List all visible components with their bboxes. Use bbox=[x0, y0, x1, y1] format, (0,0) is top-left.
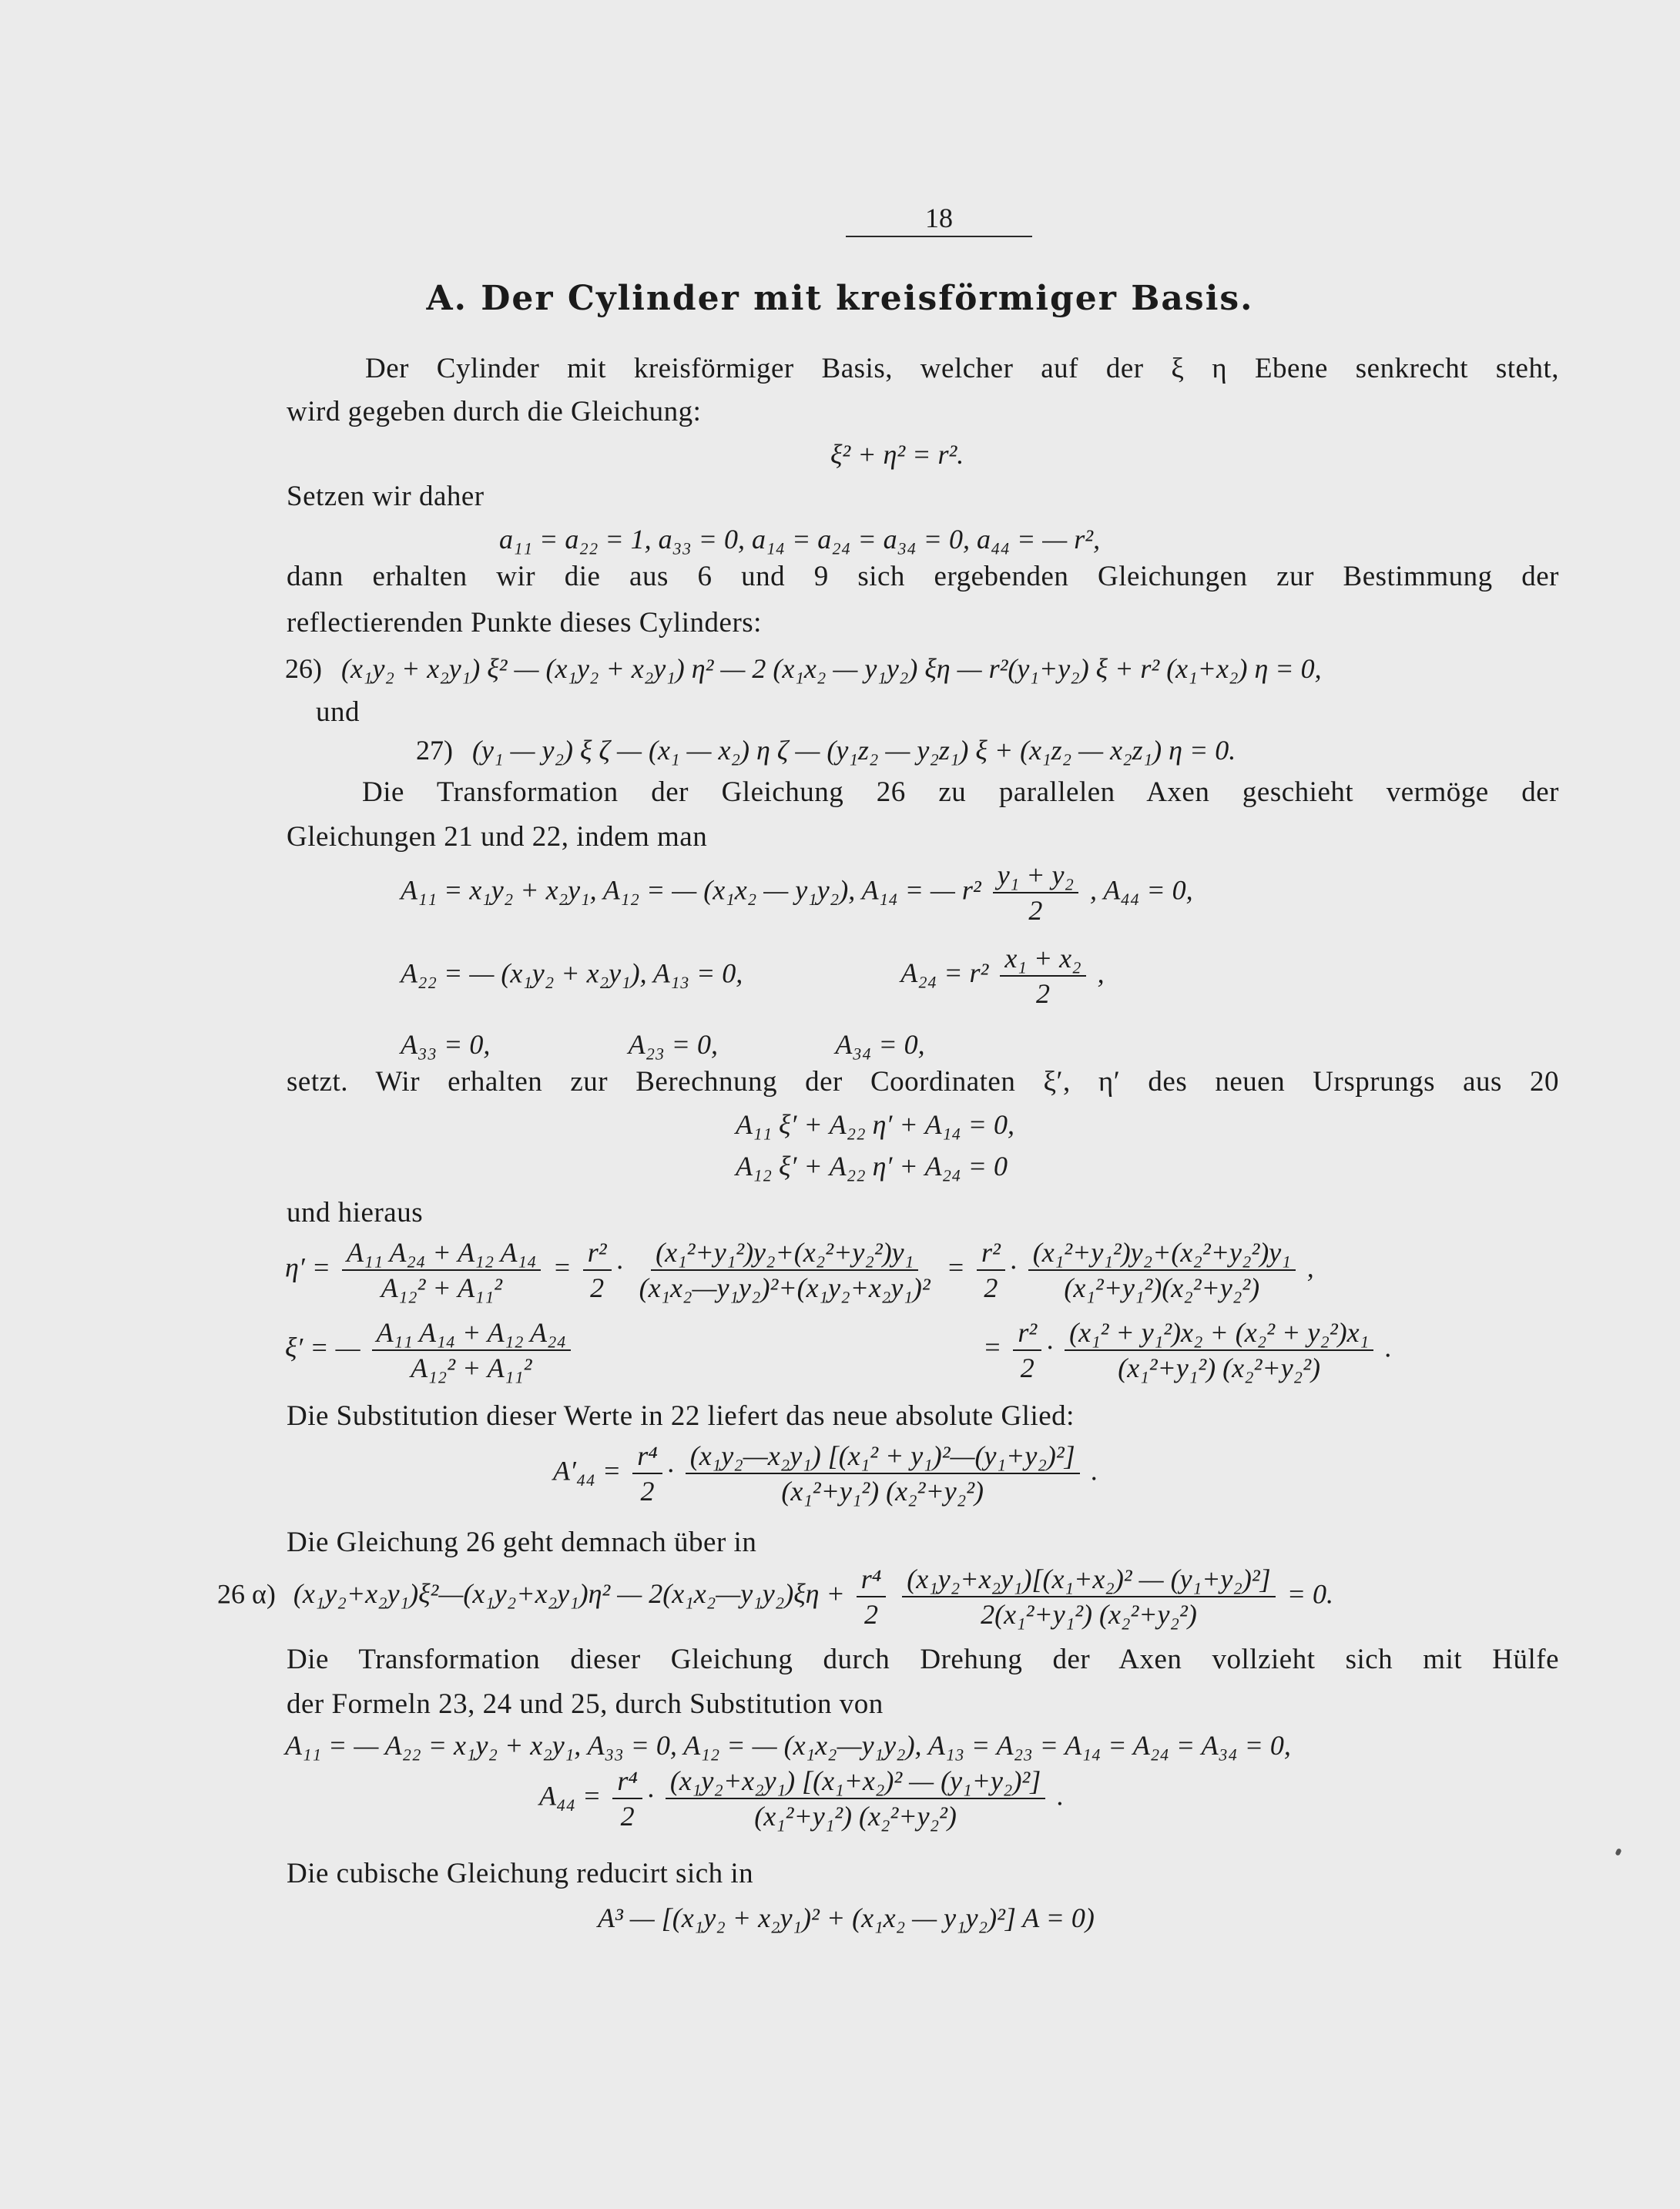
A44-prime-fraction-1-denominator: 2 bbox=[640, 1476, 655, 1507]
rotation-A44-fraction-1 bbox=[612, 1767, 642, 1830]
equation-26-label: 26) bbox=[285, 653, 322, 684]
eta-equals-3: = bbox=[946, 1252, 965, 1283]
A44-prime-equation: A′₄₄ = $\frac{\text{r⁴}}{2}$ · $\frac{\text{(x₁y₂—x₂y₁) [(x₁² + y₁)²—(y₁+y₂)²]}}{\text{(x₁²+y₁²) (x₂²+y₂²)}}$ . bbox=[553, 1440, 1098, 1507]
A-row1-part-a: A₁₁ = x₁y₂ + x₂y₁, A₁₂ = — (x₁x₂ — y₁y₂), A₁₄ = — r² bbox=[401, 874, 981, 906]
eta-fraction-2-numerator: r² bbox=[583, 1239, 612, 1271]
equation-26a-main: (x₁y₂+x₂y₁)ξ²—(x₁y₂+x₂y₁)η² — 2(x₁x₂—y₁y₂)ξη + bbox=[293, 1578, 845, 1610]
xi-prime-equation: ξ′ = — $\frac{\text{A₁₁ A₁₄ + A₁₂ A₂₄}}{\text{A₁₂² + A₁₁²}}$ = $\frac{\text{r²}}{2}$ · $\frac{\text{(x₁² + y₁²)x₂ + (x₂² + y₂²)x₁}}{\text{(x₁²+y₁²) (x₂²+y₂²)}}$ . bbox=[285, 1317, 1393, 1383]
xi-fraction-1-denominator: A₁₂² + A₁₁² bbox=[411, 1353, 532, 1383]
substitution-line: Die Substitution dieser Werte in 22 liefert das neue absolute Glied: bbox=[287, 1400, 1075, 1432]
rotation-A44-fraction-2-denominator: (x₁²+y₁²) (x₂²+y₂²) bbox=[754, 1801, 957, 1832]
xi-fraction-2-numerator: r² bbox=[1013, 1319, 1041, 1351]
eta-prime-lhs: η′ = bbox=[285, 1252, 331, 1283]
equation-26a-end: = 0. bbox=[1286, 1578, 1333, 1610]
rotation-A44-fraction-1-denominator: 2 bbox=[620, 1801, 635, 1832]
eta-comma: , bbox=[1306, 1252, 1314, 1283]
equation-26-body: (x₁y₂ + x₂y₁) ξ² — (x₁y₂ + x₂y₁) η² — 2 (x₁x₂ — y₁y₂) ξη — r²(y₁+y₂) ξ + r² (x₁+x₂) η = 0, bbox=[341, 653, 1322, 684]
eta-fraction-1-numerator: A₁₁ A₂₄ + A₁₂ A₁₄ bbox=[342, 1239, 541, 1271]
A-row2-part-a: A₂₂ = — (x₁y₂ + x₂y₁), A₁₃ = 0, bbox=[401, 957, 743, 989]
equation-26a-fraction-2-denominator: 2(x₁²+y₁²) (x₂²+y₂²) bbox=[981, 1599, 1197, 1630]
equation-26a-fraction-1 bbox=[857, 1565, 887, 1628]
A44-prime-fraction-1-numerator: r⁴ bbox=[632, 1442, 662, 1474]
xi-fraction-1 bbox=[372, 1319, 571, 1382]
A-coefficients-row-1 bbox=[401, 861, 1193, 924]
setzt-line: setzt. Wir erhalten zur Berechnung der Coordinaten ξ′, η′ des neuen Ursprungs aus 20 bbox=[287, 1066, 1559, 1098]
eta-fraction-5-numerator: (x₁²+y₁²)y₂+(x₂²+y₂²)y₁ bbox=[1028, 1239, 1296, 1271]
A24-denominator: 2 bbox=[1036, 978, 1050, 1009]
hieraus-line: und hieraus bbox=[287, 1197, 424, 1229]
eta-fraction-4-denominator: 2 bbox=[984, 1272, 998, 1303]
A44-prime-lhs: A′₄₄ = bbox=[553, 1455, 622, 1487]
xi-fraction-2-denominator: 2 bbox=[1020, 1353, 1034, 1383]
eta-fraction-3 bbox=[635, 1239, 935, 1302]
A-row2-part-c: , bbox=[1097, 957, 1105, 989]
section-heading: A. Der Cylinder mit kreisförmiger Basis. bbox=[426, 279, 1254, 318]
rotation-A44-equation: A₄₄ = $\frac{\text{r⁴}}{2}$ · $\frac{\text{(x₁y₂+x₂y₁) [(x₁+x₂)² — (y₁+y₂)²]}}{\text{(x₁²+y₁²) (x₂²+y₂²)}}$ . bbox=[539, 1765, 1065, 1832]
xi-fraction-3-numerator: (x₁² + y₁²)x₂ + (x₂² + y₂²)x₁ bbox=[1065, 1319, 1373, 1351]
A44-prime-fraction-2 bbox=[686, 1442, 1080, 1505]
A24-numerator: x₁ + x₂ bbox=[1000, 944, 1085, 977]
linear-equation-1: A₁₁ ξ′ + A₂₂ η′ + A₁₄ = 0, bbox=[736, 1109, 1014, 1140]
und-line: und bbox=[316, 696, 360, 728]
setzen-line: Setzen wir daher bbox=[287, 481, 485, 512]
A14-numerator: y₁ + y₂ bbox=[993, 861, 1078, 893]
dann-line-2: reflectierenden Punkte dieses Cylinders: bbox=[287, 607, 762, 639]
drehung-line-2: der Formeln 23, 24 und 25, durch Substitution von bbox=[287, 1688, 884, 1720]
eta-equals-2: = bbox=[552, 1252, 572, 1283]
circle-equation: ξ² + η² = r². bbox=[830, 439, 964, 470]
dann-line-1: dann erhalten wir die aus 6 und 9 sich ergebenden Gleichungen zur Bestimmung der bbox=[287, 561, 1559, 592]
equation-27-label: 27) bbox=[416, 735, 453, 766]
eta-fraction-2-denominator: 2 bbox=[590, 1272, 605, 1303]
A-row1-part-b: , A₄₄ = 0, bbox=[1089, 874, 1193, 906]
equation-26a bbox=[217, 1565, 1333, 1628]
rotation-A44-fraction-1-numerator: r⁴ bbox=[612, 1767, 642, 1799]
A-coefficients-row-3: A₃₃ = 0, A₂₃ = 0, A₃₄ = 0, bbox=[401, 1029, 925, 1060]
eta-fraction-4-numerator: r² bbox=[977, 1239, 1005, 1271]
rotation-A44-fraction-2-numerator: (x₁y₂+x₂y₁) [(x₁+x₂)² — (y₁+y₂)²] bbox=[666, 1767, 1045, 1799]
xi-fraction-3 bbox=[1065, 1319, 1373, 1382]
transformation-line-2: Gleichungen 21 und 22, indem man bbox=[287, 821, 708, 853]
linear-equation-2: A₁₂ ξ′ + A₂₂ η′ + A₂₄ = 0 bbox=[736, 1151, 1008, 1182]
eta-fraction-4 bbox=[977, 1239, 1005, 1302]
A44-prime-fraction-1 bbox=[632, 1442, 662, 1505]
rotation-A44-period: . bbox=[1057, 1780, 1065, 1812]
equation-26a-label: 26 α) bbox=[217, 1578, 276, 1610]
drehung-line-1: Die Transformation dieser Gleichung durch Drehung der Axen vollzieht sich mit Hülfe bbox=[287, 1644, 1559, 1675]
page-number-rule bbox=[846, 236, 1032, 237]
rotation-A44-fraction-2 bbox=[666, 1767, 1045, 1830]
eta-fraction-3-denominator: (x₁x₂—y₁y₂)²+(x₁y₂+x₂y₁)² bbox=[639, 1272, 931, 1303]
A14-fraction bbox=[993, 861, 1078, 924]
rotation-A44-lhs: A₄₄ = bbox=[539, 1780, 602, 1812]
equation-26a-fraction-2-numerator: (x₁y₂+x₂y₁)[(x₁+x₂)² — (y₁+y₂)²] bbox=[902, 1565, 1275, 1597]
A44-prime-period: . bbox=[1091, 1455, 1098, 1487]
intro-line-2: wird gegeben durch die Gleichung: bbox=[287, 396, 702, 427]
A-row2-part-b: A₂₄ = r² bbox=[900, 957, 989, 989]
ink-mark bbox=[1615, 1848, 1621, 1856]
eta-fraction-2 bbox=[583, 1239, 612, 1302]
coefficients-equation: a₁₁ = a₂₂ = 1, a₃₃ = 0, a₁₄ = a₂₄ = a₃₄ = 0, a₄₄ = — r², bbox=[499, 524, 1101, 555]
geht-line: Die Gleichung 26 geht demnach über in bbox=[287, 1527, 757, 1558]
transformation-line-1: Die Transformation der Gleichung 26 zu parallelen Axen geschieht vermöge der bbox=[362, 776, 1559, 808]
xi-fraction-2 bbox=[1013, 1319, 1041, 1382]
eta-fraction-5 bbox=[1028, 1239, 1296, 1302]
cubic-equation: A³ — [(x₁y₂ + x₂y₁)² + (x₁x₂ — y₁y₂)²] A = 0) bbox=[598, 1902, 1095, 1933]
A44-prime-fraction-2-denominator: (x₁²+y₁²) (x₂²+y₂²) bbox=[781, 1476, 984, 1507]
eta-fraction-1 bbox=[342, 1239, 541, 1302]
equation-26a-fraction-1-denominator: 2 bbox=[864, 1599, 879, 1630]
intro-line-1: Der Cylinder mit kreisförmiger Basis, welcher auf der ξ η Ebene senkrecht steht, bbox=[365, 353, 1559, 384]
equation-26a-fraction-1-numerator: r⁴ bbox=[857, 1565, 887, 1597]
xi-fraction-3-denominator: (x₁²+y₁²) (x₂²+y₂²) bbox=[1118, 1353, 1320, 1383]
A24-fraction bbox=[1000, 944, 1085, 1007]
xi-period: . bbox=[1385, 1332, 1393, 1363]
eta-fraction-5-denominator: (x₁²+y₁²)(x₂²+y₂²) bbox=[1064, 1272, 1260, 1303]
equation-27 bbox=[416, 736, 1236, 764]
equation-26a-fraction-2 bbox=[902, 1565, 1275, 1628]
A-coefficients-row-2 bbox=[401, 944, 1105, 1007]
eta-fraction-3-numerator: (x₁²+y₁²)y₂+(x₂²+y₂²)y₁ bbox=[651, 1239, 918, 1271]
xi-prime-lhs: ξ′ = — bbox=[285, 1332, 360, 1363]
cubic-line: Die cubische Gleichung reducirt sich in bbox=[287, 1858, 754, 1889]
equation-27-body: (y₁ — y₂) ξ ζ — (x₁ — x₂) η ζ — (y₁z₂ — y₂z₁) ξ + (x₁z₂ — x₂z₁) η = 0. bbox=[472, 735, 1236, 766]
rotation-coefficients: A₁₁ = — A₂₂ = x₁y₂ + x₂y₁, A₃₃ = 0, A₁₂ = — (x₁x₂—y₁y₂), A₁₃ = A₂₃ = A₁₄ = A₂₄ = A₃₄ = 0, bbox=[285, 1730, 1291, 1761]
page-number: 18 bbox=[925, 203, 953, 233]
A44-prime-fraction-2-numerator: (x₁y₂—x₂y₁) [(x₁² + y₁)²—(y₁+y₂)²] bbox=[686, 1442, 1080, 1474]
xi-equals: = bbox=[983, 1332, 1002, 1363]
xi-fraction-1-numerator: A₁₁ A₁₄ + A₁₂ A₂₄ bbox=[372, 1319, 571, 1351]
eta-fraction-1-denominator: A₁₂² + A₁₁² bbox=[381, 1272, 502, 1303]
A14-denominator: 2 bbox=[1028, 895, 1043, 926]
equation-26 bbox=[285, 655, 1559, 682]
eta-prime-equation: η′ = $\frac{\text{A₁₁ A₂₄ + A₁₂ A₁₄}}{\text{A₁₂² + A₁₁²}}$ = $\frac{\text{r²}}{2}$ · $\frac{\text{(x₁²+y₁²)y₂+(x₂²+y₂²)y₁}}{\text{(x₁x₂—y₁y₂)²+(x₁y₂+x₂y₁)²}}$ = $\frac{\text{r²}}{2}$ · $\frac{\text{(x₁²+y₁²)y₂+(x₂²+y₂²)y₁}}{\text{(x₁²+y₁²)(x₂²+y₂²)}}$ , bbox=[285, 1237, 1314, 1303]
